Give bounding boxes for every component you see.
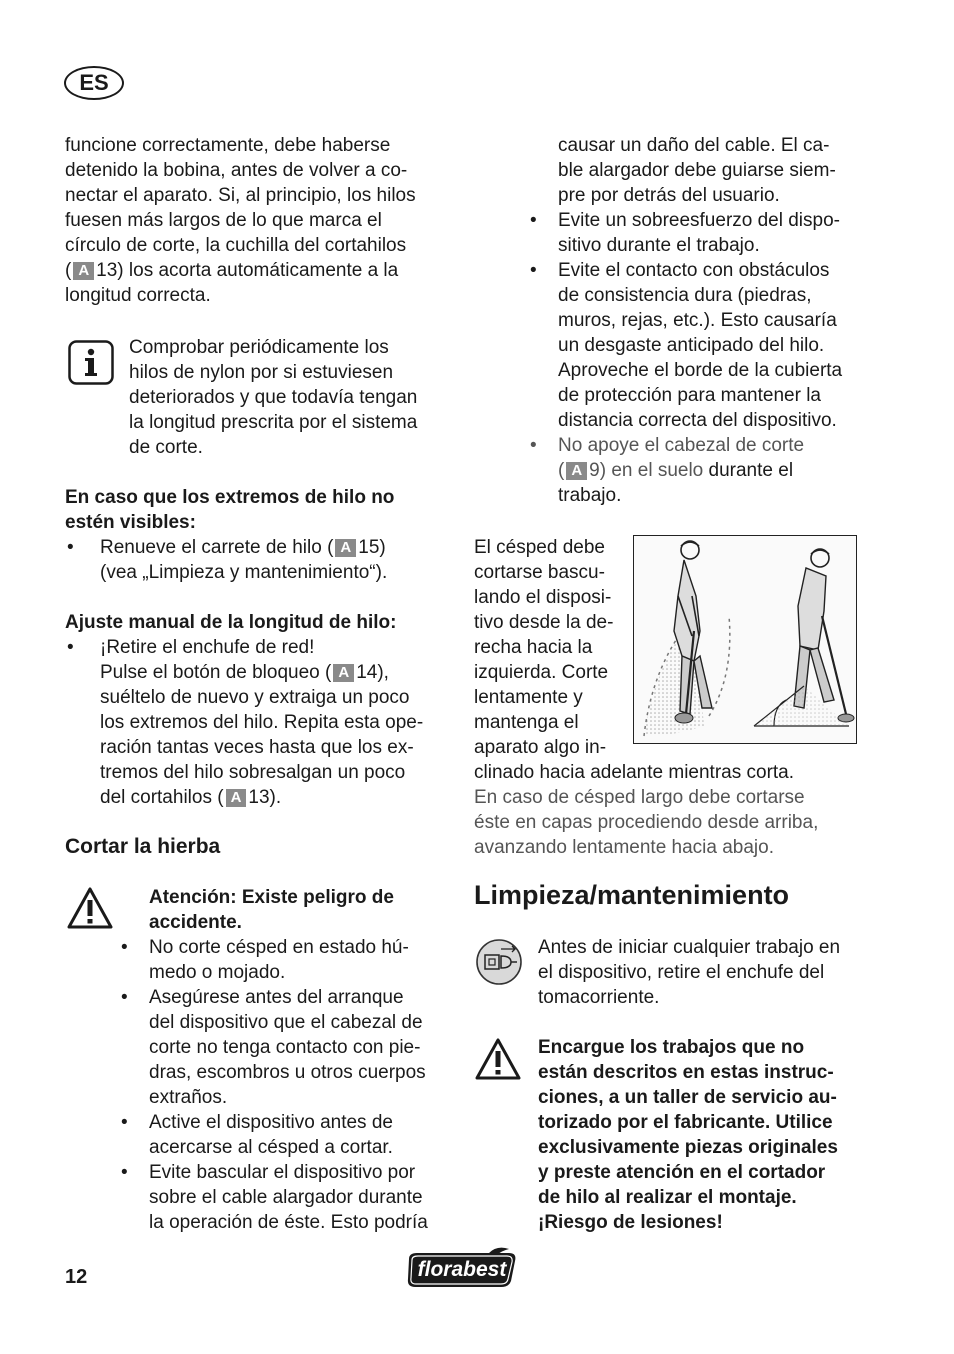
mowing-text-cont: clinado hacia adelante mientras corta. En caso de césped largo debe cortarse éste en capas procediendo desde arriba, avanzando lentamente hacia abajo. [474,762,819,858]
list-item: • No apoye el cabezal de corte ( A 9) en el suelo durante el trabajo. [530,433,870,508]
warning-block: Atención: Existe peligro de accidente. • No corte césped en estado hú- medo o mojado. • Asegúrese antes del arranque del dispositivo que el cabezal de corte no tenga contacto con pie- dras, escombros u otros cuerpos extraños. • Active el dispositivo antes de acercarse al césped a cortar. • Evite bascular el dispositivo por sobre el cable alargador durante la operación de éste. Esto podría [121,885,456,1235]
brand-logo: florabest [405,1247,519,1289]
list-item: • ¡Retire el enchufe de red! Pulse el botón de bloqueo ( A 14), suéltelo de nuevo y extraiga un poco los extremos del hilo. Repita esta ope- ración tantas veces hasta que los ex- tremos del hilo sobresalgan un poco del cortahilos ( A 13). [65,635,460,810]
list-item: • Evite el contacto con obstáculos de consistencia dura (piedras, muros, rejas, etc.). Esto causaría un desgaste anticipado del hilo. Aproveche el borde de la cubierta de protección para mantener la distancia correcta del dispositivo. [530,258,870,433]
right-bullets [530,133,870,508]
mowing-illustration [633,535,857,744]
list-item: • No corte césped en estado hú- medo o mojado. [121,935,456,985]
plug-note: Antes de iniciar cualquier trabajo en el dispositivo, retire el enchufe del tomacorriente. [538,937,841,1008]
manual-adjust-section: Ajuste manual de la longitud de hilo: • ¡Retire el enchufe de red! Pulse el botón de bloqueo ( A 14), suéltelo de nuevo y extraiga un poco los extremos del hilo. Repita esta ope- ración tantas veces hasta que los ex- tremos del hilo sobresalgan un poco del cortahilos ( A 13). [65,610,460,810]
mowing-text: El césped debe cortarse bascu- lando el disposi- tivo desde la de- recha hacia la izquierda. Corte lentamente y mantenga el aparato algo in- [474,537,614,758]
warning-icon [66,886,114,930]
service-warning: Encargue los trabajos que no están descritos en estas instruc- ciones, a un taller de servicio au- torizado por el fabricante. Utilice exclusivamente piezas originales y preste atención en el cortador de hilo al realizar el montaje. ¡Riesgo de lesiones! [538,1037,838,1233]
list-item: • Active el dispositivo antes de acercarse al césped a cortar. [121,1110,456,1160]
warning-icon [474,1037,522,1081]
list-item: • Evite bascular el dispositivo por sobre el cable alargador durante la operación de éste. Esto podría [121,1160,456,1235]
info-note: Comprobar periódicamente los hilos de nylon por si estuviesen deteriorados y que todavía tengan la longitud prescrita por el sistema de corte. [129,337,418,458]
section-title-limpieza: Limpieza/mantenimiento [474,880,790,910]
language-badge: ES [64,66,124,100]
list-item: • Asegúrese antes del arranque del dispositivo que el cabezal de corte no tenga contacto con pie- dras, escombros u otros cuerpos extraños. [121,985,456,1110]
page-number: 12 [65,1266,88,1288]
list-item: • Evite un sobreesfuerzo del dispo- sitivo durante el trabajo. [530,208,870,258]
figure-ref-badge: A [73,262,94,280]
intro-paragraph: funcione correctamente, debe haberse detenido la bobina, antes de volver a co- nectar el aparato. Si, al principio, los hilos fuesen más largos de lo que marca el círculo de corte, la cuchilla del cortahilos ( A 13) los acorta automáticamente a la longitud correcta. [65,135,416,306]
unplug-icon [475,938,523,986]
list-item: • Renueve el carrete de hilo ( A 15) (vea „Limpieza y mantenimiento“). [65,535,460,585]
not-visible-section: En caso que los extremos de hilo no estén visibles: • Renueve el carrete de hilo ( A 15) (vea „Limpieza y mantenimiento“). [65,485,460,585]
info-icon [68,340,114,385]
section-title-cortar: Cortar la hierba [65,835,221,858]
list-item-continued: causar un daño del cable. El ca- ble alargador debe guiarse siem- pre por detrás del usuario. [558,135,836,206]
